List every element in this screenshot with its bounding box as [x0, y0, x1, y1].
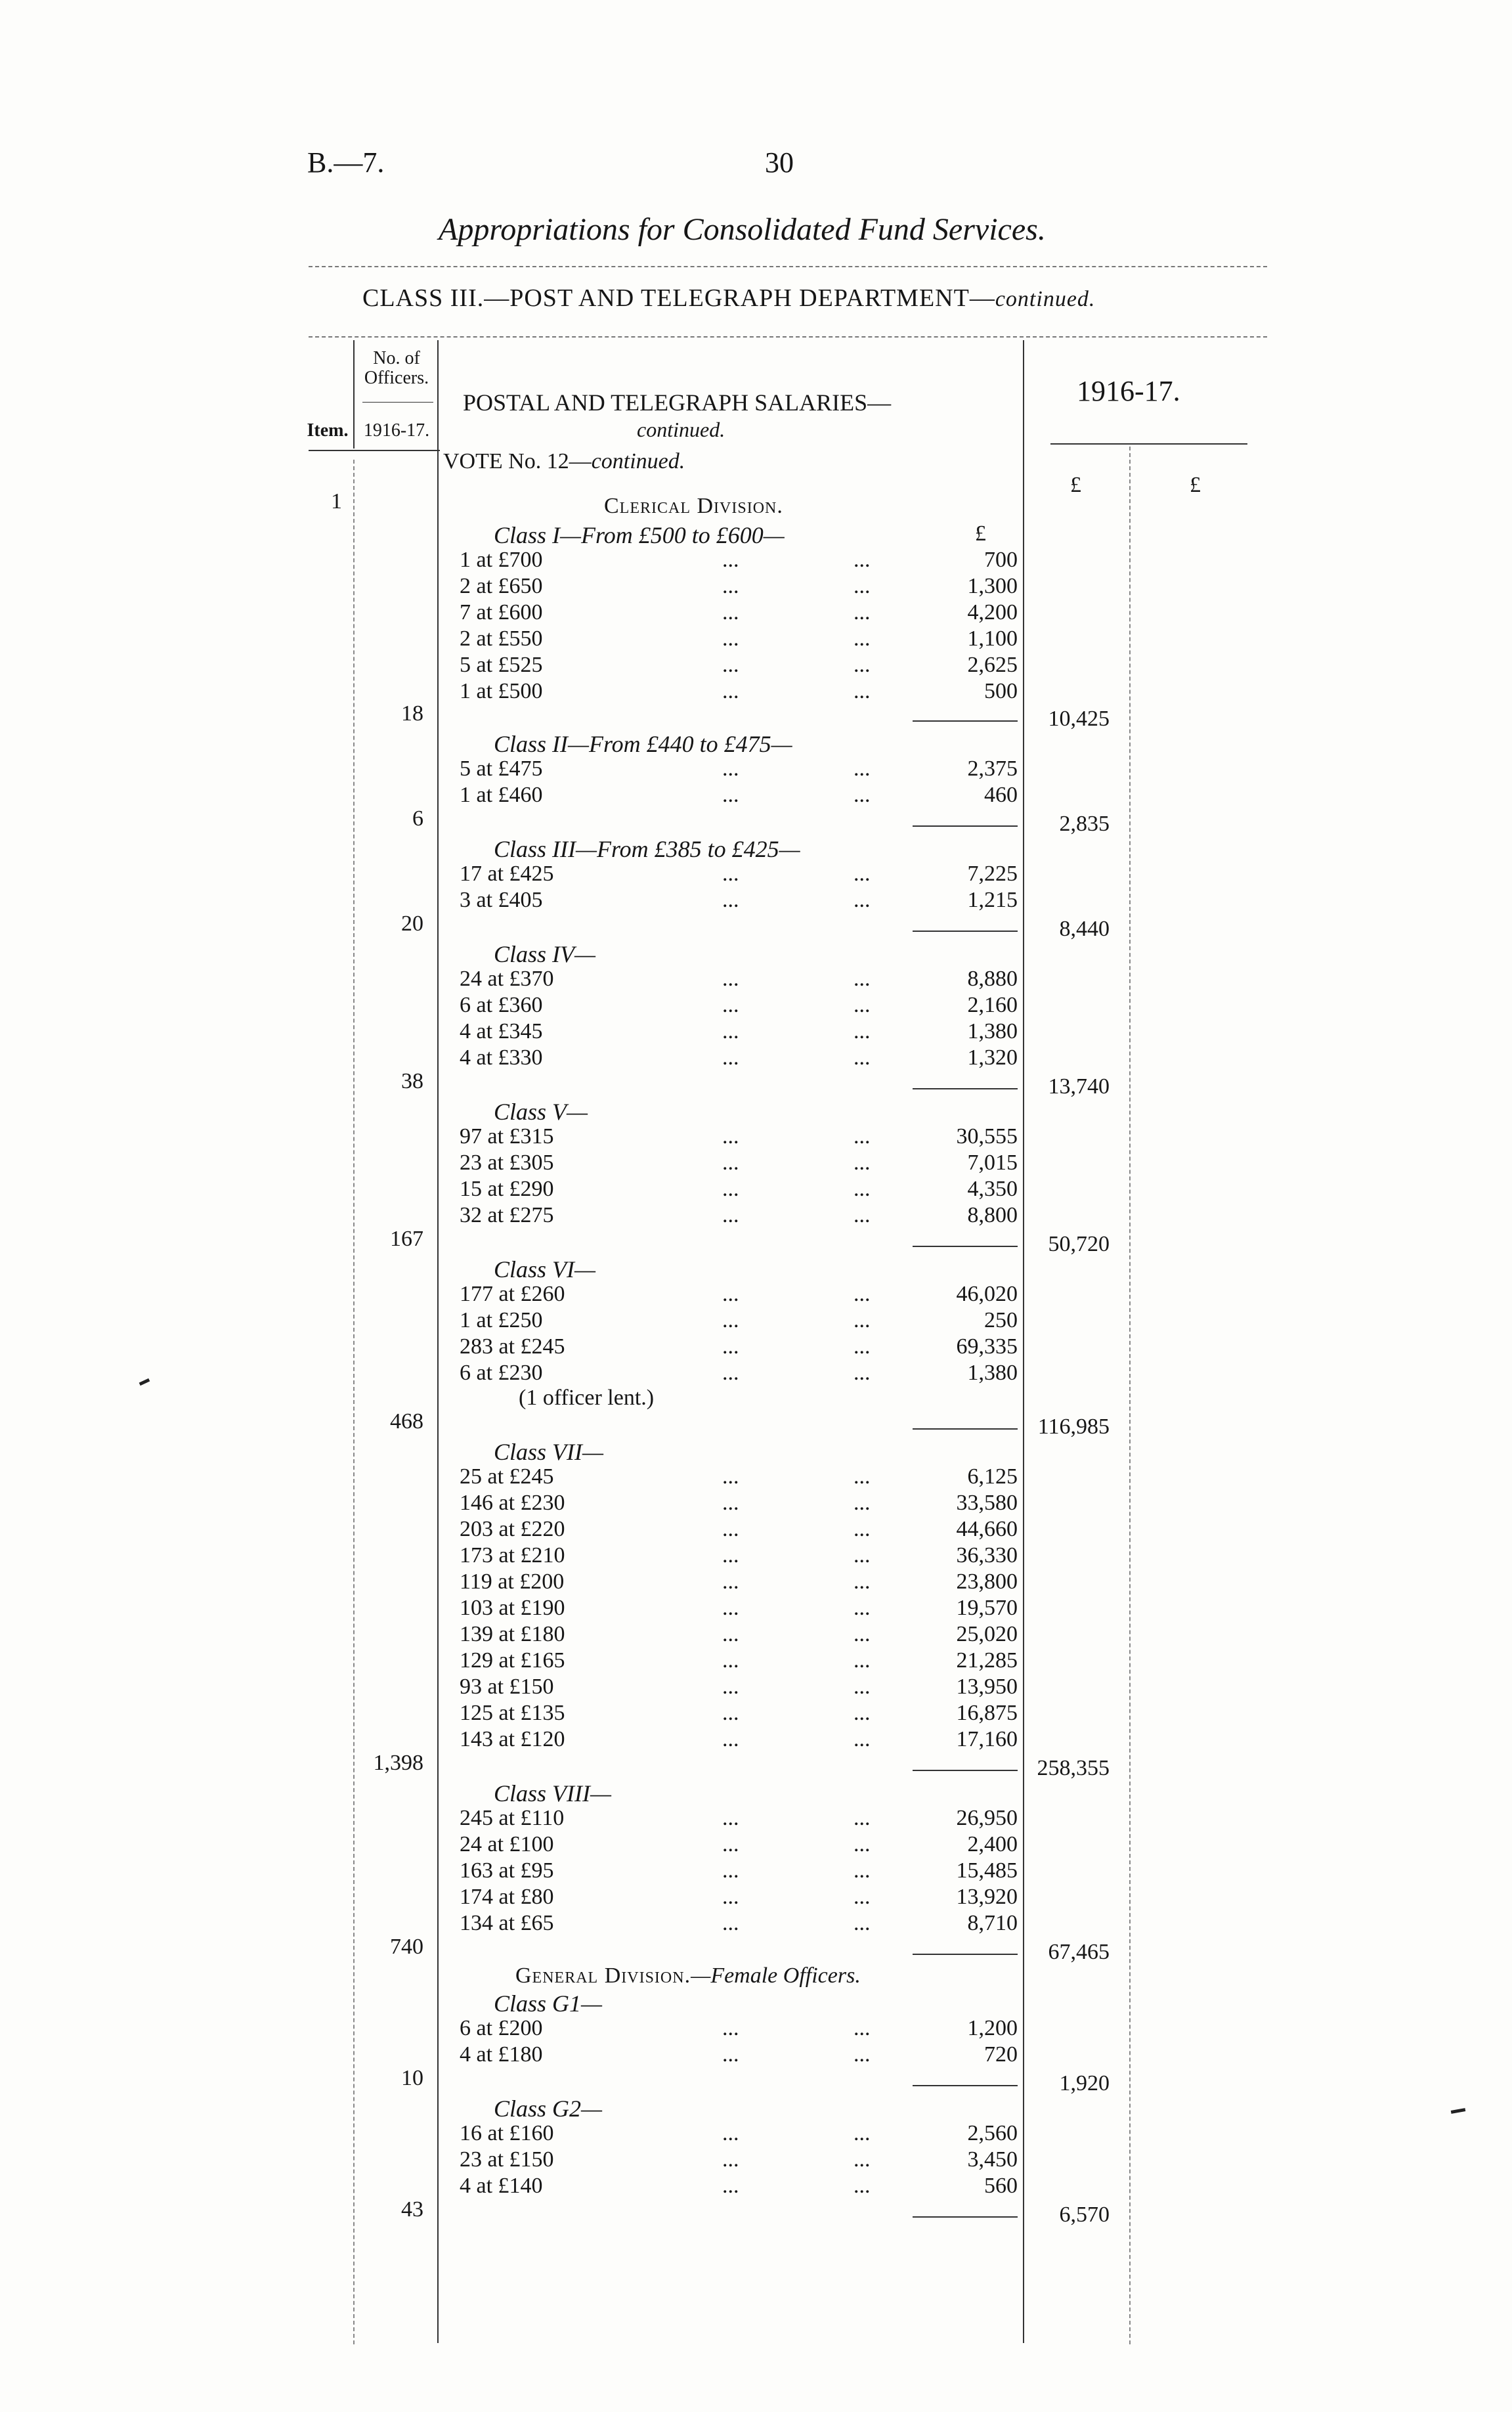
class-iv-title: Class IV— — [494, 941, 596, 967]
row-label: 1 at £700 — [460, 548, 543, 572]
row-label: 5 at £475 — [460, 756, 543, 781]
desc-col-rule — [437, 340, 439, 2343]
class-i-row-1 — [460, 548, 1018, 574]
leader-dots: ... — [722, 1464, 739, 1489]
row-label: 173 at £210 — [460, 1543, 565, 1568]
class-vii-row-6 — [460, 1596, 1018, 1622]
leader-dots: ... — [722, 1622, 739, 1646]
row-label: 6 at £360 — [460, 993, 543, 1017]
row-amount: 21,285 — [956, 1648, 1018, 1673]
row-label: 23 at £150 — [460, 2147, 554, 2172]
class-vii-row-11 — [460, 1727, 1018, 1753]
class-iv-subtotal-rule — [913, 1088, 1018, 1089]
class-g2-total: 6,570 — [1059, 2203, 1110, 2227]
leader-dots: ... — [722, 1648, 739, 1673]
pound-symbol-col1: £ — [1070, 473, 1081, 497]
class-iii-officers: 20 — [401, 911, 423, 936]
leader-dots: ... — [722, 1361, 739, 1385]
row-amount: 19,570 — [956, 1596, 1018, 1620]
row-label: 119 at £200 — [460, 1569, 565, 1594]
class-i-row-4 — [460, 626, 1018, 653]
class-v-title: Class V— — [494, 1099, 588, 1125]
class-g2-row-1 — [460, 2121, 1018, 2147]
leader-dots: ... — [853, 1151, 871, 1175]
row-amount: 13,950 — [956, 1675, 1018, 1699]
leader-dots: ... — [853, 1569, 871, 1594]
page-number: 30 — [765, 146, 794, 179]
leader-dots: ... — [853, 1885, 871, 1909]
leader-dots: ... — [722, 888, 739, 912]
officers-header-underline — [362, 402, 433, 403]
row-amount: 30,555 — [956, 1124, 1018, 1149]
leader-dots: ... — [722, 1151, 739, 1175]
leader-dots: ... — [722, 574, 739, 598]
class-i-total: 10,425 — [1048, 707, 1110, 731]
row-amount: 700 — [984, 548, 1018, 572]
leader-dots: ... — [853, 1464, 871, 1489]
leader-dots: ... — [722, 1885, 739, 1909]
leader-dots: ... — [853, 2121, 871, 2145]
class-iv-row-3 — [460, 1019, 1018, 1045]
row-label: 143 at £120 — [460, 1727, 565, 1751]
general-division-title: General Division. — [515, 1963, 691, 1988]
class-vii-subtotal-rule — [913, 1770, 1018, 1771]
leader-dots: ... — [853, 2016, 871, 2040]
row-amount: 15,485 — [956, 1858, 1018, 1883]
row-amount: 2,625 — [967, 653, 1018, 677]
vote-label — [443, 449, 685, 474]
leader-dots: ... — [853, 600, 871, 625]
row-label: 24 at £370 — [460, 967, 554, 991]
row-amount: 1,100 — [967, 626, 1018, 651]
row-label: 177 at £260 — [460, 1282, 565, 1306]
leader-dots: ... — [853, 1911, 871, 1935]
header-bottom-rule-left — [309, 450, 440, 451]
officers-col-rule — [353, 460, 355, 2344]
class-vii-officers: 1,398 — [373, 1751, 423, 1775]
vote-label-suffix: continued. — [591, 449, 685, 473]
row-label: 134 at £65 — [460, 1911, 554, 1935]
row-label: 93 at £150 — [460, 1675, 554, 1699]
class-v-row-3 — [460, 1177, 1018, 1203]
leader-dots: ... — [722, 993, 739, 1017]
row-label: 7 at £600 — [460, 600, 543, 625]
class-iv-row-1 — [460, 967, 1018, 993]
page-reference: B.—7. — [307, 146, 385, 179]
class-iv-row-2 — [460, 993, 1018, 1019]
leader-dots: ... — [722, 2147, 739, 2172]
row-amount: 720 — [984, 2042, 1018, 2067]
class-i-row-2 — [460, 574, 1018, 600]
leader-dots: ... — [853, 1203, 871, 1227]
row-amount: 1,215 — [967, 888, 1018, 912]
leader-dots: ... — [722, 783, 739, 807]
class-i-row-3 — [460, 600, 1018, 626]
leader-dots: ... — [722, 1675, 739, 1699]
header-bottom-rule-right — [1050, 443, 1247, 445]
class-viii-row-4 — [460, 1885, 1018, 1911]
leader-dots: ... — [853, 1019, 871, 1043]
class-ii-title: Class II—From £440 to £475— — [494, 731, 792, 757]
class-v-subtotal-rule — [913, 1246, 1018, 1247]
leader-dots: ... — [853, 993, 871, 1017]
leader-dots: ... — [722, 600, 739, 625]
class-iii-subtotal-rule — [913, 931, 1018, 932]
row-amount: 13,920 — [956, 1885, 1018, 1909]
leader-dots: ... — [853, 574, 871, 598]
class-g2-officers: 43 — [401, 2197, 423, 2222]
row-label: 245 at £110 — [460, 1806, 565, 1830]
row-amount: 23,800 — [956, 1569, 1018, 1594]
officers-header-line2: Officers. — [364, 368, 429, 388]
title-divider — [309, 266, 1267, 267]
class-viii-row-1 — [460, 1806, 1018, 1832]
class-vi-row-3 — [460, 1334, 1018, 1361]
leader-dots: ... — [722, 2174, 739, 2198]
row-label: 4 at £330 — [460, 1045, 543, 1070]
class-v-row-1 — [460, 1124, 1018, 1151]
pound-symbol-col2: £ — [1190, 473, 1201, 497]
row-amount: 2,400 — [967, 1832, 1018, 1856]
row-amount: 250 — [984, 1308, 1018, 1332]
class-vii-row-5 — [460, 1569, 1018, 1596]
leader-dots: ... — [853, 967, 871, 991]
row-label: 203 at £220 — [460, 1517, 565, 1541]
scan-speck-left — [139, 1378, 150, 1386]
leader-dots: ... — [722, 756, 739, 781]
leader-dots: ... — [722, 1596, 739, 1620]
header-col-rule-1 — [353, 340, 355, 449]
leader-dots: ... — [853, 1648, 871, 1673]
class-vii-row-10 — [460, 1701, 1018, 1727]
leader-dots: ... — [722, 626, 739, 651]
amount-pound-symbol: £ — [975, 521, 986, 546]
class-ii-subtotal-rule — [913, 825, 1018, 827]
row-amount: 7,015 — [967, 1151, 1018, 1175]
class-vi-officers: 468 — [390, 1409, 423, 1434]
class-iv-officers: 38 — [401, 1069, 423, 1093]
row-label: 24 at £100 — [460, 1832, 554, 1856]
leader-dots: ... — [853, 1596, 871, 1620]
class-viii-title: Class VIII— — [494, 1780, 611, 1807]
class-ii-total: 2,835 — [1059, 812, 1110, 836]
class-g1-total: 1,920 — [1059, 2071, 1110, 2095]
leader-dots: ... — [853, 756, 871, 781]
class-viii-total: 67,465 — [1048, 1940, 1110, 1964]
class-v-total: 50,720 — [1048, 1232, 1110, 1256]
row-label: 125 at £135 — [460, 1701, 565, 1725]
leader-dots: ... — [853, 1124, 871, 1149]
class-iii-total: 8,440 — [1059, 917, 1110, 941]
row-label: 15 at £290 — [460, 1177, 554, 1201]
class-viii-subtotal-rule — [913, 1954, 1018, 1955]
row-amount: 25,020 — [956, 1622, 1018, 1646]
row-label: 25 at £245 — [460, 1464, 554, 1489]
row-amount: 8,710 — [967, 1911, 1018, 1935]
row-label: 139 at £180 — [460, 1622, 565, 1646]
class-title-suffix: continued. — [995, 287, 1096, 311]
class-vii-row-2 — [460, 1491, 1018, 1517]
class-iii-title: Class III—From £385 to £425— — [494, 836, 800, 862]
leader-dots: ... — [722, 1491, 739, 1515]
class-vi-title: Class VI— — [494, 1256, 596, 1283]
vote-label-main: VOTE No. 12— — [443, 449, 592, 473]
row-amount: 1,380 — [967, 1019, 1018, 1043]
leader-dots: ... — [853, 1675, 871, 1699]
leader-dots: ... — [722, 653, 739, 677]
year-header: 1916-17. — [1077, 375, 1180, 407]
leader-dots: ... — [722, 1334, 739, 1359]
class-g2-row-3 — [460, 2174, 1018, 2200]
leader-dots: ... — [722, 2042, 739, 2067]
page-title: Appropriations for Consolidated Fund Services. — [439, 212, 1046, 247]
row-label: 283 at £245 — [460, 1334, 565, 1359]
row-amount: 33,580 — [956, 1491, 1018, 1515]
row-label: 2 at £650 — [460, 574, 543, 598]
leader-dots: ... — [722, 1177, 739, 1201]
class-divider — [309, 336, 1267, 338]
row-amount: 8,880 — [967, 967, 1018, 991]
class-vii-title: Class VII— — [494, 1439, 604, 1465]
class-title-main: CLASS III.—POST AND TELEGRAPH DEPARTMENT— — [362, 284, 995, 312]
class-i-title: Class I—From £500 to £600— — [494, 522, 785, 548]
leader-dots: ... — [853, 679, 871, 703]
row-label: 1 at £460 — [460, 783, 543, 807]
row-amount: 460 — [984, 783, 1018, 807]
class-vi-row-4 — [460, 1361, 1018, 1387]
leader-dots: ... — [853, 1334, 871, 1359]
leader-dots: ... — [722, 1806, 739, 1830]
row-amount: 4,350 — [967, 1177, 1018, 1201]
leader-dots: ... — [722, 1019, 739, 1043]
row-amount: 560 — [984, 2174, 1018, 2198]
class-vii-total: 258,355 — [1037, 1756, 1110, 1780]
officers-year-header: 1916-17. — [363, 420, 430, 441]
leader-dots: ... — [722, 862, 739, 886]
leader-dots: ... — [722, 1727, 739, 1751]
row-amount: 2,160 — [967, 993, 1018, 1017]
row-amount: 7,225 — [967, 862, 1018, 886]
leader-dots: ... — [853, 1832, 871, 1856]
leader-dots: ... — [722, 1308, 739, 1332]
leader-dots: ... — [853, 1622, 871, 1646]
class-g1-subtotal-rule — [913, 2085, 1018, 2086]
leader-dots: ... — [853, 1282, 871, 1306]
year-col-rule — [1023, 340, 1024, 2343]
class-ii-officers: 6 — [412, 806, 423, 831]
class-vi-subtotal-rule — [913, 1428, 1018, 1430]
leader-dots: ... — [722, 1858, 739, 1883]
clerical-division-heading: Clerical Division. — [604, 494, 783, 518]
class-vii-row-1 — [460, 1464, 1018, 1491]
row-label: 23 at £305 — [460, 1151, 554, 1175]
class-i-row-5 — [460, 653, 1018, 679]
leader-dots: ... — [722, 1543, 739, 1568]
class-g1-title: Class G1— — [494, 1990, 603, 2017]
row-amount: 36,330 — [956, 1543, 1018, 1568]
leader-dots: ... — [722, 967, 739, 991]
class-vii-row-9 — [460, 1675, 1018, 1701]
class-v-row-2 — [460, 1151, 1018, 1177]
row-amount: 500 — [984, 679, 1018, 703]
row-label: 163 at £95 — [460, 1858, 554, 1883]
row-label: 1 at £500 — [460, 679, 543, 703]
row-amount: 17,160 — [956, 1727, 1018, 1751]
row-amount: 26,950 — [956, 1806, 1018, 1830]
class-ii-row-2 — [460, 783, 1018, 809]
class-iv-row-4 — [460, 1045, 1018, 1072]
row-amount: 69,335 — [956, 1334, 1018, 1359]
leader-dots: ... — [722, 2121, 739, 2145]
class-vi-row-1 — [460, 1282, 1018, 1308]
leader-dots: ... — [853, 548, 871, 572]
class-vii-row-3 — [460, 1517, 1018, 1543]
class-viii-row-5 — [460, 1911, 1018, 1937]
row-amount: 16,875 — [956, 1701, 1018, 1725]
row-label: 174 at £80 — [460, 1885, 554, 1909]
leader-dots: ... — [853, 1045, 871, 1070]
leader-dots: ... — [853, 1517, 871, 1541]
item-number: 1 — [331, 489, 342, 514]
row-amount: 44,660 — [956, 1517, 1018, 1541]
row-label: 6 at £230 — [460, 1361, 543, 1385]
leader-dots: ... — [722, 1832, 739, 1856]
row-label: 4 at £140 — [460, 2174, 543, 2198]
class-i-officers: 18 — [401, 701, 423, 726]
leader-dots: ... — [853, 862, 871, 886]
row-label: 6 at £200 — [460, 2016, 543, 2040]
leader-dots: ... — [853, 1701, 871, 1725]
row-amount: 4,200 — [967, 600, 1018, 625]
general-division-subtitle: —Female Officers. — [691, 1963, 861, 1988]
class-viii-row-2 — [460, 1832, 1018, 1858]
class-i-subtotal-rule — [913, 720, 1018, 722]
leader-dots: ... — [853, 1177, 871, 1201]
row-amount: 6,125 — [967, 1464, 1018, 1489]
class-vi-row-2 — [460, 1308, 1018, 1334]
desc-header-line1: POSTAL AND TELEGRAPH SALARIES— — [463, 389, 892, 416]
class-iii-row-1 — [460, 862, 1018, 888]
row-label: 32 at £275 — [460, 1203, 554, 1227]
leader-dots: ... — [722, 548, 739, 572]
officers-header-line1: No. of — [373, 348, 420, 368]
leader-dots: ... — [853, 1858, 871, 1883]
row-label: 4 at £180 — [460, 2042, 543, 2067]
leader-dots: ... — [722, 1517, 739, 1541]
leader-dots: ... — [853, 783, 871, 807]
class-iii-row-2 — [460, 888, 1018, 914]
leader-dots: ... — [853, 1361, 871, 1385]
row-amount: 1,300 — [967, 574, 1018, 598]
row-label: 3 at £405 — [460, 888, 543, 912]
class-viii-row-3 — [460, 1858, 1018, 1885]
leader-dots: ... — [853, 1727, 871, 1751]
class-g1-row-1 — [460, 2016, 1018, 2042]
class-title — [362, 284, 1095, 313]
row-label: 1 at £250 — [460, 1308, 543, 1332]
class-i-row-6 — [460, 679, 1018, 705]
row-amount: 1,320 — [967, 1045, 1018, 1070]
row-label: 97 at £315 — [460, 1124, 554, 1149]
class-vii-row-4 — [460, 1543, 1018, 1569]
leader-dots: ... — [722, 679, 739, 703]
row-amount: 2,560 — [967, 2121, 1018, 2145]
class-g1-row-2 — [460, 2042, 1018, 2069]
class-v-row-4 — [460, 1203, 1018, 1229]
leader-dots: ... — [853, 653, 871, 677]
leader-dots: ... — [853, 888, 871, 912]
leader-dots: ... — [722, 2016, 739, 2040]
row-amount: 1,200 — [967, 2016, 1018, 2040]
scan-speck-right — [1451, 2108, 1466, 2114]
class-vii-row-7 — [460, 1622, 1018, 1648]
class-g2-title: Class G2— — [494, 2095, 603, 2122]
item-header: Item. — [307, 420, 349, 441]
leader-dots: ... — [722, 1282, 739, 1306]
leader-dots: ... — [722, 1124, 739, 1149]
row-amount: 8,800 — [967, 1203, 1018, 1227]
row-amount: 2,375 — [967, 756, 1018, 781]
class-iv-total: 13,740 — [1048, 1074, 1110, 1099]
class-v-officers: 167 — [390, 1227, 423, 1251]
general-division-heading — [515, 1963, 861, 1988]
row-label: 129 at £165 — [460, 1648, 565, 1673]
row-amount: 3,450 — [967, 2147, 1018, 2172]
row-label: 2 at £550 — [460, 626, 543, 651]
row-label: 17 at £425 — [460, 862, 554, 886]
desc-header-line2: continued. — [637, 418, 725, 441]
class-g2-subtotal-rule — [913, 2216, 1018, 2218]
leader-dots: ... — [853, 1491, 871, 1515]
row-amount: 46,020 — [956, 1282, 1018, 1306]
leader-dots: ... — [722, 1911, 739, 1935]
leader-dots: ... — [853, 2147, 871, 2172]
leader-dots: ... — [853, 1308, 871, 1332]
class-g1-officers: 10 — [401, 2066, 423, 2090]
leader-dots: ... — [853, 1806, 871, 1830]
leader-dots: ... — [853, 2042, 871, 2067]
class-viii-officers: 740 — [390, 1935, 423, 1959]
row-label: 103 at £190 — [460, 1596, 565, 1620]
leader-dots: ... — [722, 1203, 739, 1227]
row-label: 5 at £525 — [460, 653, 543, 677]
leader-dots: ... — [722, 1569, 739, 1594]
leader-dots: ... — [853, 2174, 871, 2198]
row-amount: 1,380 — [967, 1361, 1018, 1385]
class-vii-row-8 — [460, 1648, 1018, 1675]
leader-dots: ... — [722, 1045, 739, 1070]
leader-dots: ... — [722, 1701, 739, 1725]
class-vi-total: 116,985 — [1037, 1414, 1110, 1439]
class-ii-row-1 — [460, 756, 1018, 783]
row-label: 4 at £345 — [460, 1019, 543, 1043]
row-label: 16 at £160 — [460, 2121, 554, 2145]
leader-dots: ... — [853, 626, 871, 651]
class-g2-row-2 — [460, 2147, 1018, 2174]
leader-dots: ... — [853, 1543, 871, 1568]
class-vi-note: (1 officer lent.) — [519, 1386, 655, 1410]
row-label: 146 at £230 — [460, 1491, 565, 1515]
pound-col-rule — [1129, 447, 1131, 2344]
